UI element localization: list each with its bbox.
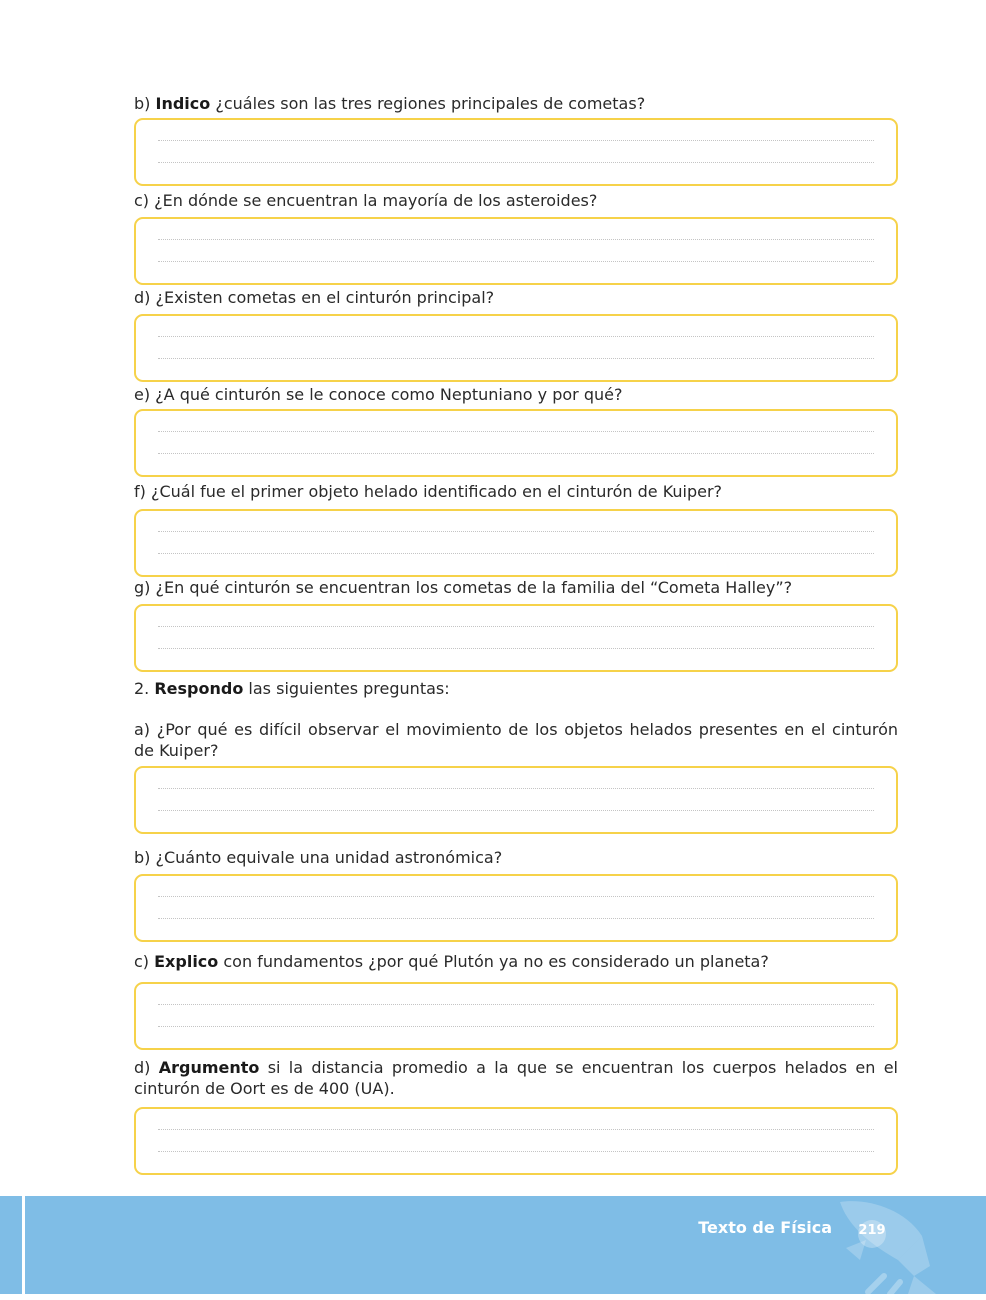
instruction-verb: Explico: [154, 952, 219, 971]
question-f: f) ¿Cuál fue el primer objeto helado identificado en el cinturón de Kuiper?: [134, 482, 723, 501]
question-d: d) ¿Existen cometas en el cinturón principal?: [134, 288, 495, 307]
answer-box-d[interactable]: [134, 314, 898, 382]
page-bottom-margin: [0, 1294, 986, 1300]
page-footer: [0, 1196, 986, 1294]
answer-box-2d[interactable]: [134, 1107, 898, 1175]
answer-box-e[interactable]: [134, 409, 898, 477]
section-2-question-d: d) Argumento si la distancia promedio a la que se encuentran los cuerpos helados en el cinturón de Oort es de 400 (UA).: [134, 1058, 899, 1098]
footer-divider: [22, 1196, 25, 1294]
answer-box-2c[interactable]: [134, 982, 898, 1050]
answer-box-c[interactable]: [134, 217, 898, 285]
question-c: c) ¿En dónde se encuentran la mayoría de los asteroides?: [134, 191, 598, 210]
section-2-question-c: c) Explico con fundamentos ¿por qué Plutón ya no es considerado un planeta?: [134, 952, 769, 971]
answer-box-g[interactable]: [134, 604, 898, 672]
instruction-verb: Argumento: [158, 1058, 260, 1077]
answer-box-b[interactable]: [134, 118, 898, 186]
instruction-verb: Respondo: [154, 679, 244, 698]
answer-box-2a[interactable]: [134, 766, 898, 834]
section-2-question-b: b) ¿Cuánto equivale una unidad astronómica?: [134, 848, 503, 867]
answer-box-2b[interactable]: [134, 874, 898, 942]
instruction-verb: Indico: [155, 94, 211, 113]
question-e: e) ¿A qué cinturón se le conoce como Neptuniano y por qué?: [134, 385, 623, 404]
section-2-heading: 2. Respondo las siguientes preguntas:: [134, 679, 450, 698]
answer-box-f[interactable]: [134, 509, 898, 577]
question-b: b) Indico ¿cuáles son las tres regiones principales de cometas?: [134, 94, 646, 113]
page-number: 219: [858, 1223, 886, 1238]
rocket-icon: [826, 1196, 946, 1294]
question-g: g) ¿En qué cinturón se encuentran los cometas de la familia del “Cometa Halley”?: [134, 578, 793, 597]
section-2-question-a: a) ¿Por qué es difícil observar el movimiento de los objetos helados presentes en el cinturón de Kuiper?: [134, 720, 898, 760]
book-title: Texto de Física: [698, 1218, 832, 1237]
